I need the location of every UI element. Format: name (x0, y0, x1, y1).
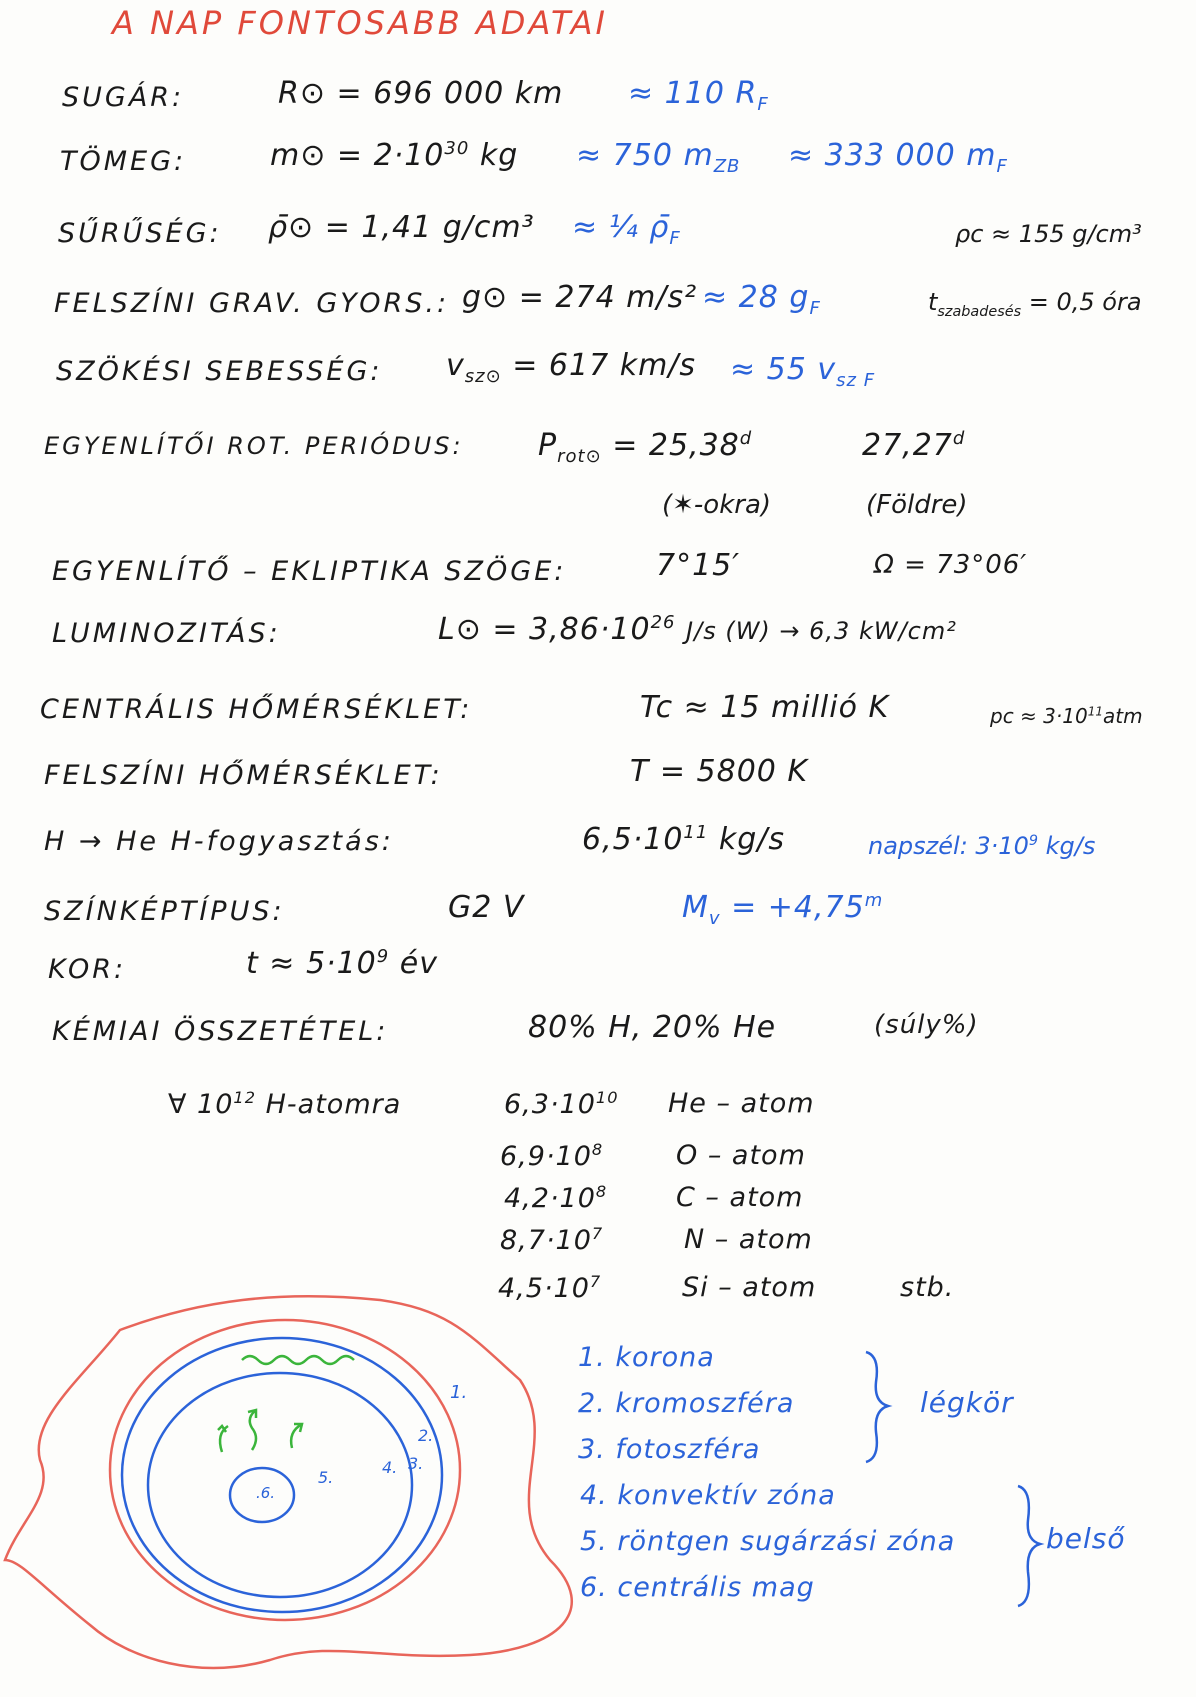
layer-item: 2. kromoszféra (578, 1388, 795, 1419)
approx-mass: ≈ 750 $m_{ZB}$ (576, 138, 741, 177)
layer-item: 5. röntgen sugárzási zóna (580, 1526, 956, 1557)
note-stars: (✶-okra) (662, 490, 772, 520)
abundance-num: $8,7\cdot 10^7$ (500, 1224, 604, 1256)
value-chem: 80% H, 20% He (528, 1010, 777, 1045)
label-escape: SZÖKÉSI SEBESSÉG: (56, 356, 383, 387)
abundance-num: $4,5\cdot 10^7$ (498, 1272, 602, 1304)
page-title: A NAP FONTOSABB ADATAI (112, 4, 608, 42)
label-luminosity: LUMINOZITÁS: (52, 618, 281, 649)
abundance-name: N – atom (684, 1224, 813, 1255)
approx-escape: ≈ 55 $v_{sz F}$ (730, 352, 876, 391)
layer-item: 6. centrális mag (580, 1572, 815, 1603)
label-gravity: FELSZÍNI GRAV. GYORS.: (54, 288, 450, 319)
layer-item: 4. konvektív zóna (580, 1480, 836, 1511)
approx-gravity: ≈ 28 $g_F$ (702, 280, 821, 319)
approx2-mass: ≈ 333 000 $m_F$ (788, 138, 1008, 177)
label-spectral: SZÍNKÉPTÍPUS: (44, 896, 285, 927)
granulation-squiggle (242, 1356, 354, 1364)
abundance-name: O – atom (676, 1140, 806, 1171)
label-age: KOR: (48, 954, 127, 985)
value-angle: 7°15′ (656, 548, 741, 583)
omega: Ω = 73°06′ (874, 550, 1028, 580)
diagram-label-4: 4. (382, 1458, 398, 1477)
diagram-label-2: 2. (418, 1426, 434, 1445)
value-age: $t \approx 5\cdot 10^9$ év (246, 946, 438, 981)
convection-arrows (218, 1410, 302, 1452)
layer-item: 3. fotoszféra (578, 1434, 761, 1465)
value-gravity: g⊙ = 274 m/s² (462, 280, 698, 315)
value-escape: $v_{sz⊙} = 617$ km/s (446, 348, 697, 387)
value-hhe: $6,5\cdot 10^{11}$ kg/s (582, 822, 786, 857)
value-spectral: G2 V (448, 890, 525, 925)
value-tf: T = 5800 K (630, 754, 809, 789)
abundance-prefix: ∀ $10^{12}$ H-atomra (168, 1088, 402, 1120)
value-density: ρ̄⊙ = 1,41 g/cm³ (268, 210, 535, 245)
freefall-time: $t_{szabadesés} = 0,5$ óra (928, 288, 1142, 320)
label-radius: SUGÁR: (62, 82, 185, 113)
label-hhe: H → He H-fogyasztás: (44, 826, 394, 857)
value-luminosity: L⊙ = $3,86\cdot 10^{26}$ J/s (W) → 6,3 kW/cm² (438, 612, 957, 647)
layer-item: 1. korona (578, 1342, 715, 1373)
convective-zone-ring (148, 1373, 412, 1597)
label-chem: KÉMIAI ÖSSZETÉTEL: (52, 1016, 389, 1047)
label-mass: TÖMEG: (60, 146, 187, 177)
value2-rotation: 27,27$^d$ (862, 428, 966, 463)
abundance-etc: stb. (900, 1272, 955, 1303)
value-rotation: $P_{rot⊙} = 25,38^d$ (538, 428, 753, 467)
abundance-num: $6,9\cdot 10^8$ (500, 1140, 604, 1172)
diagram-label-6: .6. (256, 1484, 276, 1502)
label-angle: EGYENLÍTŐ – EKLIPTIKA SZÖGE: (52, 556, 567, 587)
abundance-name: He – atom (668, 1088, 815, 1119)
value-mass: m⊙ = $2\cdot 10^{30}$ kg (270, 138, 519, 173)
note-chem: (súly%) (874, 1010, 979, 1040)
label-density: SŰRŰSÉG: (58, 218, 222, 249)
solar-wind: napszél: $3\cdot 10^9$ kg/s (868, 832, 1096, 860)
central-pressure: pc ≈ $3\cdot 10^{11}atm$ (990, 704, 1143, 728)
group-atmosphere: légkör (920, 1386, 1014, 1419)
label-tc: CENTRÁLIS HŐMÉRSÉKLET: (40, 694, 473, 725)
label-tf: FELSZÍNI HŐMÉRSÉKLET: (44, 760, 443, 791)
abundance-name: C – atom (676, 1182, 804, 1213)
group-interior: belső (1046, 1522, 1126, 1555)
approx-radius: ≈ 110 $R_F$ (628, 76, 769, 115)
value-tc: Tc ≈ 15 millió K (640, 690, 890, 725)
diagram-label-3: 3. (408, 1454, 424, 1473)
diagram-label-1: 1. (450, 1382, 468, 1403)
abs-magnitude: $M_v = +4,75^m$ (682, 890, 884, 929)
value-radius: R⊙ = 696 000 km (278, 76, 564, 111)
diagram-label-5: 5. (318, 1468, 334, 1487)
central-density: ρc ≈ 155 g/cm³ (955, 220, 1142, 248)
note-earth: (Földre) (866, 490, 968, 520)
abundance-name: Si – atom (682, 1272, 817, 1303)
abundance-num: $4,2\cdot 10^8$ (504, 1182, 608, 1214)
approx-density: ≈ ¼ $\rhō_F$ (572, 210, 681, 249)
label-rotation: EGYENLÍTŐI ROT. PERIÓDUS: (44, 432, 464, 460)
abundance-num: $6,3\cdot 10^{10}$ (504, 1088, 619, 1120)
